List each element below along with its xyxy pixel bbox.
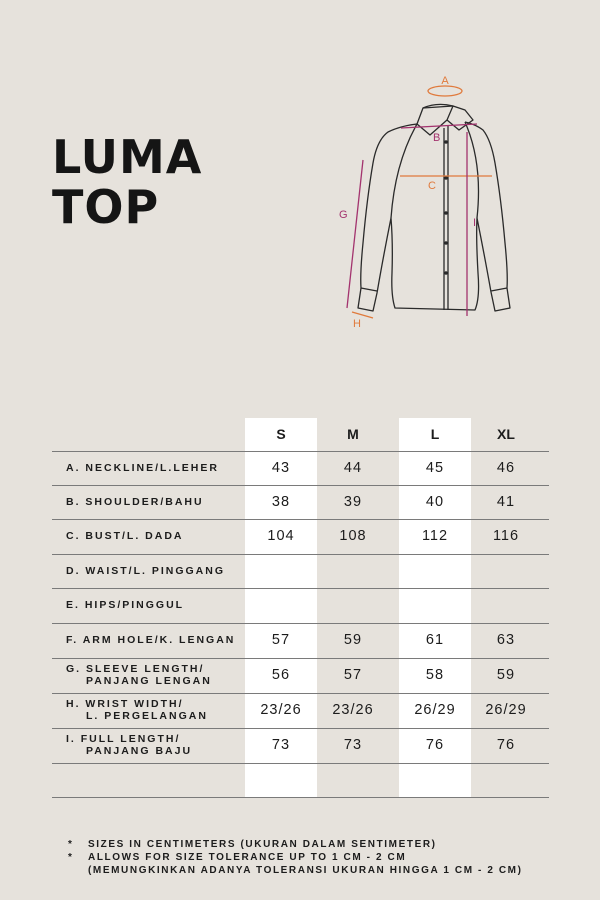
size-value-cell xyxy=(245,554,317,589)
row-label xyxy=(66,451,219,486)
label-c: C xyxy=(428,180,436,192)
row-label xyxy=(66,554,225,589)
size-value-cell: 23/26 xyxy=(332,702,374,719)
size-value-cell: 116 xyxy=(492,528,520,545)
note-bullet xyxy=(68,864,88,877)
size-value-cell: 38 xyxy=(271,494,291,511)
row-label-line: B. SHOULDER/BAHU xyxy=(66,496,204,509)
row-label-line: PANJANG LENGAN xyxy=(86,675,212,688)
row-label-line: C. BUST/L. DADA xyxy=(66,530,184,543)
title-line-2: TOP xyxy=(52,180,160,234)
size-value-cell: 44 xyxy=(343,460,363,477)
size-value-cell: 73 xyxy=(343,737,363,754)
note-line xyxy=(68,838,523,851)
row-label-line: A. NECKLINE/L.LEHER xyxy=(66,462,219,475)
size-header: S xyxy=(276,426,286,442)
row-label xyxy=(66,728,192,763)
shirt-measurement-diagram xyxy=(325,68,555,338)
label-g: G xyxy=(339,209,348,221)
size-value-cell xyxy=(470,554,542,589)
row-label xyxy=(66,693,208,728)
size-value-cell xyxy=(399,554,471,589)
size-value-cell: 112 xyxy=(421,528,449,545)
label-a: A xyxy=(441,75,449,87)
row-label xyxy=(66,519,184,554)
row-label xyxy=(66,658,212,693)
note-text: SIZES IN CENTIMETERS (UKURAN DALAM SENTIMETER) xyxy=(88,839,437,850)
size-value-cell xyxy=(245,588,317,623)
row-label-line: G. SLEEVE LENGTH/ xyxy=(66,663,205,676)
row-label xyxy=(66,623,235,658)
size-value-cell: 73 xyxy=(271,737,291,754)
note-text: ALLOWS FOR SIZE TOLERANCE UP TO 1 CM - 2 CM xyxy=(88,852,407,863)
size-value-cell: 58 xyxy=(425,667,445,684)
row-label-line: I. FULL LENGTH/ xyxy=(66,733,181,746)
note-line xyxy=(68,851,523,864)
size-value-cell: 61 xyxy=(425,632,445,649)
note-bullet: * xyxy=(68,839,74,850)
size-header: XL xyxy=(497,426,515,442)
size-value-cell: 57 xyxy=(343,667,363,684)
size-value-cell: 59 xyxy=(343,632,363,649)
size-value-cell: 108 xyxy=(339,528,367,545)
size-value-cell xyxy=(317,554,389,589)
neckline-measure xyxy=(428,86,462,96)
row-label-line: L. PERGELANGAN xyxy=(86,710,208,723)
row-divider xyxy=(52,763,549,764)
size-value-cell: 76 xyxy=(425,737,445,754)
size-value-cell: 40 xyxy=(425,494,445,511)
size-value-cell xyxy=(317,588,389,623)
size-header: M xyxy=(347,426,359,442)
size-value-cell xyxy=(399,588,471,623)
label-b: B xyxy=(433,132,441,144)
size-value-cell: 43 xyxy=(271,460,291,477)
note-text: (MEMUNGKINKAN ADANYA TOLERANSI UKURAN HINGGA 1 CM - 2 CM) xyxy=(88,865,523,876)
size-value-cell: 23/26 xyxy=(260,702,302,719)
size-value-cell: 46 xyxy=(496,460,516,477)
size-value-cell: 41 xyxy=(496,494,516,511)
row-label xyxy=(66,588,184,623)
note-bullet: * xyxy=(68,852,74,863)
row-label-line: H. WRIST WIDTH/ xyxy=(66,698,184,711)
size-value-cell xyxy=(470,588,542,623)
size-value-cell: 45 xyxy=(425,460,445,477)
size-value-cell: 59 xyxy=(496,667,516,684)
row-divider xyxy=(52,797,549,798)
row-label-line: F. ARM HOLE/K. LENGAN xyxy=(66,634,236,647)
size-value-cell: 26/29 xyxy=(485,702,527,719)
row-label xyxy=(66,485,204,520)
size-value-cell: 104 xyxy=(267,528,295,545)
row-label-line: D. WAIST/L. PINGGANG xyxy=(66,565,226,578)
label-h: H xyxy=(353,318,361,330)
row-label-line: E. HIPS/PINGGUL xyxy=(66,599,185,612)
row-label-line: PANJANG BAJU xyxy=(86,745,193,758)
size-value-cell: 63 xyxy=(496,632,516,649)
size-notes xyxy=(68,838,523,877)
buttons xyxy=(444,140,448,275)
size-value-cell: 26/29 xyxy=(414,702,456,719)
size-header: L xyxy=(430,426,440,442)
size-value-cell: 39 xyxy=(343,494,363,511)
size-chart-table xyxy=(52,418,549,798)
size-value-cell: 76 xyxy=(496,737,516,754)
size-value-cell: 56 xyxy=(271,667,291,684)
label-i: I xyxy=(473,217,477,229)
note-line xyxy=(68,864,523,877)
size-value-cell: 57 xyxy=(271,632,291,649)
product-title xyxy=(52,132,202,232)
title-line-1: LUMA xyxy=(52,130,203,184)
